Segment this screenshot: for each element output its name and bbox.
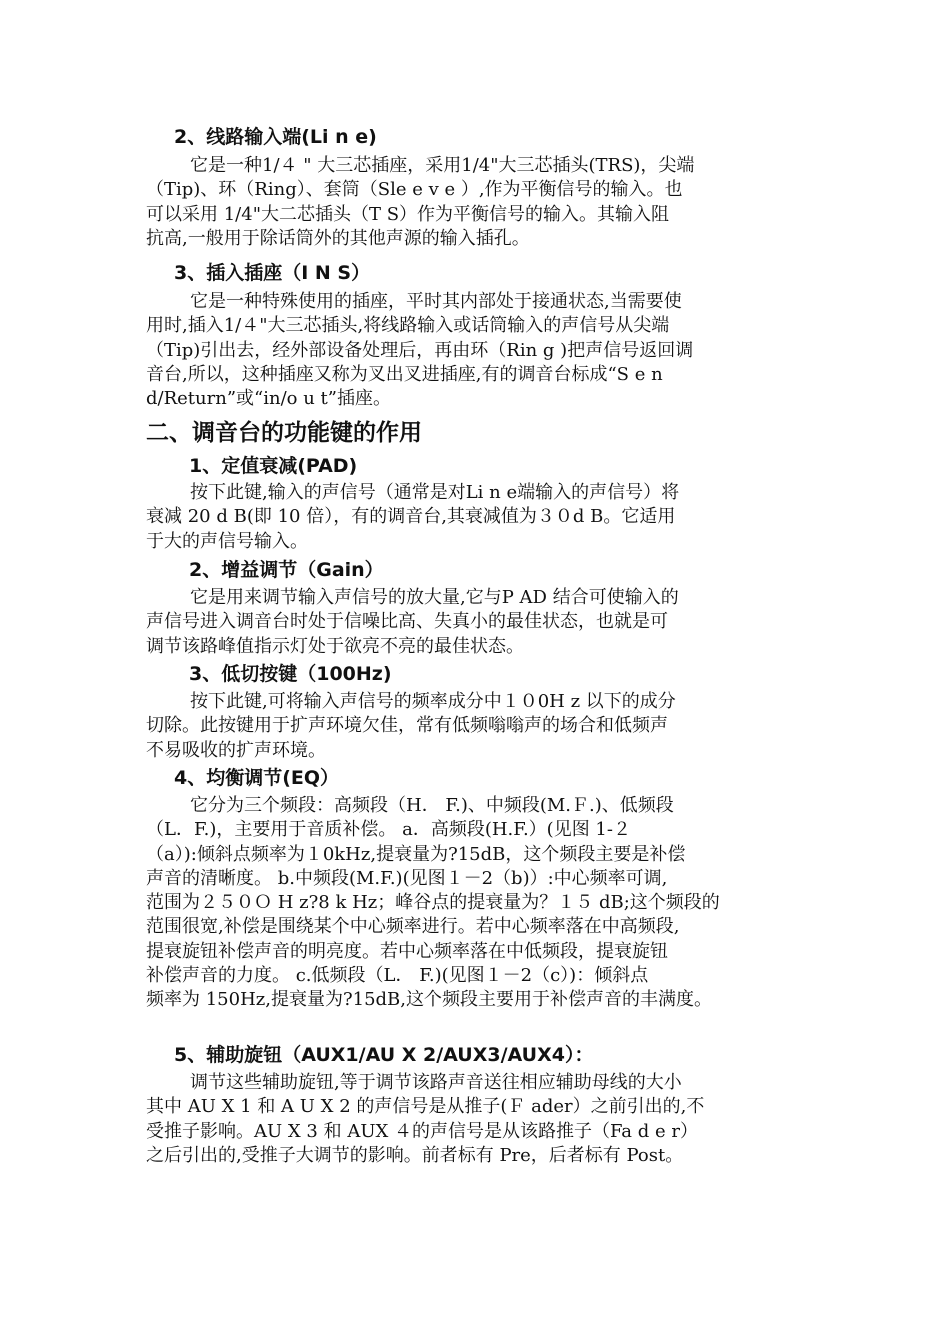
paragraph-line: 其中 AU X 1 和 A U X 2 的声信号是从推子(Ｆ ader）之前引出的,不 — [146, 1096, 705, 1118]
paragraph-line: 按下此键,可将输入声信号的频率成分中１０0H z 以下的成分 — [190, 691, 676, 712]
paragraph-line: d/Return”或“in/o u t”插座。 — [146, 388, 391, 410]
paragraph-line: 不易吸收的扩声环境。 — [146, 739, 326, 761]
paragraph-line: 它是一种1/４ " 大三芯插座，采用1/4"大三芯插头(TRS)，尖端 — [190, 155, 695, 176]
paragraph-line: （a）):倾斜点频率为１0kHz,提衰量为?15dB，这个频段主要是补偿 — [146, 843, 686, 865]
paragraph-line: 用时,插入1/４"大三芯插头,将线路输入或话筒输入的声信号从尖端 — [146, 315, 670, 337]
paragraph-line: 调节这些辅助旋钮,等于调节该路声音送往相应辅助母线的大小 — [190, 1072, 682, 1093]
paragraph-line: 之后引出的,受推子大调节的影响。前者标有 Pre，后者标有 Post。 — [146, 1144, 684, 1166]
subsection-heading-aux: 5、辅助旋钮（AUX1/AU X 2/AUX3/AUX4）： — [174, 1044, 594, 1066]
paragraph-line: 调节该路峰值指示灯处于欲亮不亮的最佳状态。 — [146, 635, 524, 657]
paragraph-aux — [146, 1071, 808, 1168]
paragraph-line: 衰减 20 d B(即 10 倍），有的调音台,其衰减值为３０d B。它适用 — [146, 506, 676, 528]
paragraph-line: 它是一种特殊使用的插座，平时其内部处于接通状态,当需要使 — [190, 291, 682, 312]
paragraph-line: 可以采用 1/4"大二芯插头（T S）作为平衡信号的输入。其输入阻 — [146, 203, 670, 225]
paragraph-line: 切除。此按键用于扩声环境欠佳，常有低频嗡嗡声的场合和低频声 — [146, 715, 668, 737]
paragraph-line: 按下此键,输入的声信号（通常是对Li n e端输入的声信号）将 — [190, 482, 680, 503]
paragraph-pad — [146, 481, 808, 554]
paragraph-line: 范围很宽,补偿是围绕某个中心频率进行。若中心频率落在中高频段, — [146, 916, 680, 938]
paragraph-line: 受推子影响。AU X 3 和 AUX ４的声信号是从该路推子（Fa d e r） — [146, 1120, 698, 1142]
paragraph-line: （Tip)、环（Ring）、套筒（Sle e v e ）,作为平衡信号的输入。也 — [146, 179, 683, 201]
paragraph-gain — [146, 586, 808, 659]
paragraph-line: （L．F.)，主要用于音质补偿。 a．高频段(H.F.）(见图 1-２ — [146, 819, 631, 841]
paragraph-line: 它分为三个频段：高频段（H． F.)、中频段(M.Ｆ.)、低频段 — [190, 795, 674, 816]
paragraph-line: （Tip)引出去，经外部设备处理后，再由环（Rin g )把声信号返回调 — [146, 339, 694, 361]
section-heading-insert-jack: 3、插入插座（I N S） — [174, 262, 371, 284]
paragraph-line: 声音的清晰度。 b.中频段(M.F.)(见图１－2（b)）:中心频率可调, — [146, 867, 668, 889]
paragraph-eq — [146, 794, 808, 1013]
subsection-heading-lowcut: 3、低切按键（100Hz) — [189, 663, 392, 685]
paragraph-line: 音台,所以，这种插座又称为叉出叉进插座,有的调音台标成“S e n — [146, 363, 663, 385]
paragraph-line: 于大的声信号输入。 — [146, 530, 308, 552]
chapter-heading: 二、调音台的功能键的作用 — [146, 419, 422, 446]
subsection-heading-gain: 2、增益调节（Gain） — [189, 559, 384, 581]
section-heading-line-input: 2、线路输入端(Li n e) — [174, 126, 377, 148]
paragraph-line: 抗高,一般用于除话筒外的其他声源的输入插孔。 — [146, 227, 530, 249]
paragraph-insert-jack — [146, 290, 808, 411]
paragraph-line: 提衰旋钮补偿声音的明亮度。若中心频率落在中低频段，提衰旋钮 — [146, 940, 668, 962]
paragraph-line: 补偿声音的力度。 c.低频段（L． F.)(见图１－2（c）)：倾斜点 — [146, 965, 649, 987]
paragraph-line-input — [146, 154, 808, 251]
subsection-heading-eq: 4、均衡调节(EQ） — [174, 767, 340, 789]
paragraph-line: 它是用来调节输入声信号的放大量,它与P AD 结合可使输入的 — [190, 587, 679, 608]
subsection-heading-pad: 1、定值衰减(PAD) — [189, 455, 358, 477]
paragraph-lowcut — [146, 690, 808, 763]
paragraph-line: 频率为 150Hz,提衰量为?15dB,这个频段主要用于补偿声音的丰满度。 — [146, 989, 713, 1011]
paragraph-line: 范围为２５０Ｏ H z?8 k Hz；峰谷点的提衰量为？１５ dB;这个频段的 — [146, 892, 720, 914]
paragraph-line: 声信号进入调音台时处于信噪比高、失真小的最佳状态，也就是可 — [146, 611, 668, 633]
